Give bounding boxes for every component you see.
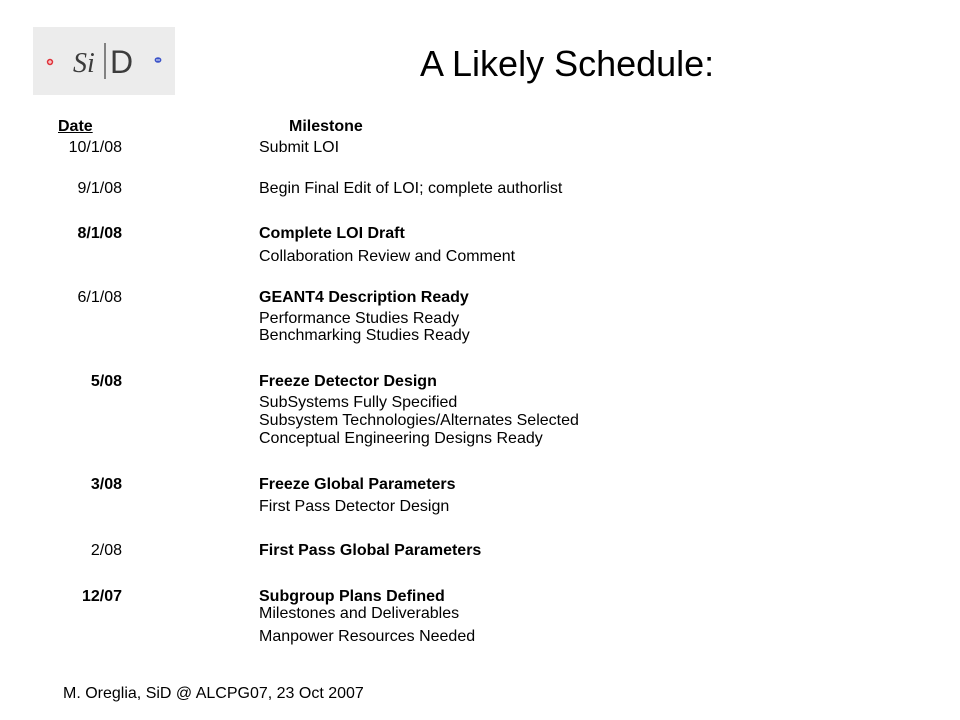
milestone-subitem: SubSystems Fully Specified [259, 394, 458, 411]
page-title: A Likely Schedule: [420, 43, 715, 84]
milestone-subitem: Performance Studies Ready [259, 310, 460, 327]
milestone-item: Freeze Detector Design [259, 373, 437, 390]
milestone-column-header: Milestone [289, 118, 363, 135]
milestone-item: Begin Final Edit of LOI; complete authorlist [259, 180, 563, 197]
milestone-subitem: Collaboration Review and Comment [259, 248, 516, 265]
row-date: 3/08 [90, 476, 122, 493]
milestone-subitem: Manpower Resources Needed [259, 628, 476, 645]
milestone-item: GEANT4 Description Ready [259, 289, 469, 306]
row-date: 8/1/08 [77, 225, 122, 242]
row-date: 5/08 [90, 373, 122, 390]
date-column-header: Date [58, 118, 93, 135]
logo-d-text: D [110, 44, 134, 80]
row-date: 12/07 [81, 588, 122, 605]
milestone-item: First Pass Global Parameters [259, 542, 482, 559]
row-date: 9/1/08 [77, 180, 122, 197]
milestone-subitem: First Pass Detector Design [259, 498, 450, 515]
positron-icon [47, 59, 53, 65]
row-date: 2/08 [90, 542, 122, 559]
sid-logo-graphic [33, 27, 175, 95]
milestone-item: Subgroup Plans Defined [259, 588, 445, 605]
milestone-subitem: Conceptual Engineering Designs Ready [259, 430, 543, 447]
milestone-item: Freeze Global Parameters [259, 476, 456, 493]
electron-icon [155, 57, 162, 63]
sid-logo [33, 27, 175, 95]
milestone-subitem: Subsystem Technologies/Alternates Selected [259, 412, 579, 429]
footer-credit: M. Oreglia, SiD @ ALCPG07, 23 Oct 2007 [63, 685, 364, 702]
milestone-subitem: Benchmarking Studies Ready [259, 327, 470, 344]
logo-si-text: Si [73, 48, 95, 79]
milestone-item: Submit LOI [259, 139, 340, 156]
row-date: 6/1/08 [77, 289, 122, 306]
milestone-item: Complete LOI Draft [259, 225, 405, 242]
row-date: 10/1/08 [68, 139, 122, 156]
milestone-subitem: Milestones and Deliverables [259, 605, 460, 622]
